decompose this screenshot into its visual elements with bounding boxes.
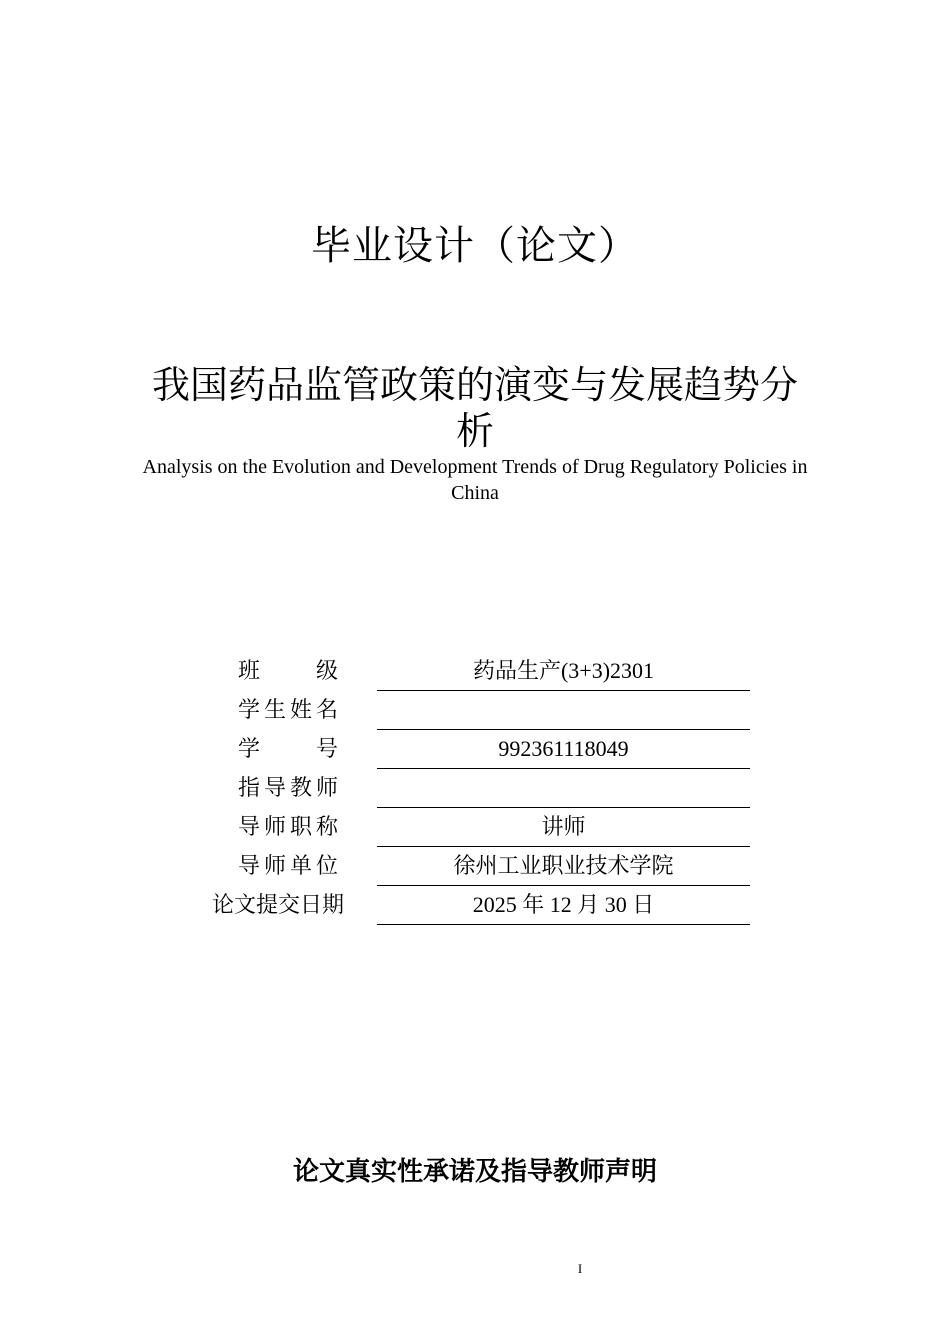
info-row-student-id [205,730,750,769]
submit-date-label: 论文提交日期 [212,893,345,918]
advisor-title-label: 导师职称 [238,815,338,840]
advisor-value [377,769,750,808]
thesis-title-en: Analysis on the Evolution and Development Trends of Drug Regulatory Policies in China [142,456,808,504]
student-name-label: 学生姓名 [238,698,338,723]
student-name-value [377,691,750,730]
advisor-label: 指导教师 [238,776,338,801]
thesis-title-zh: 我国药品监管政策的演变与发展趋势分析 [151,363,798,453]
submit-date-value: 2025 年 12 月 30 日 [377,886,750,925]
info-row-advisor-title [205,808,750,847]
advisor-unit-label: 导师单位 [238,854,338,879]
info-row-submit-date [205,886,750,925]
info-row-advisor-unit [205,847,750,886]
class-value: 药品生产(3+3)2301 [377,652,750,691]
student-id-label: 学号 [238,737,338,762]
info-row-advisor [205,769,750,808]
info-table [205,652,750,925]
declaration-heading: 论文真实性承诺及指导教师声明 [292,1157,657,1187]
class-label: 班级 [238,659,338,684]
main-title: 毕业设计（论文） [311,223,639,269]
info-row-student-name [205,691,750,730]
advisor-title-value: 讲师 [377,808,750,847]
page-number: I [577,1261,583,1276]
info-row-class [205,652,750,691]
student-id-value: 992361118049 [377,730,750,769]
advisor-unit-value: 徐州工业职业技术学院 [377,847,750,886]
